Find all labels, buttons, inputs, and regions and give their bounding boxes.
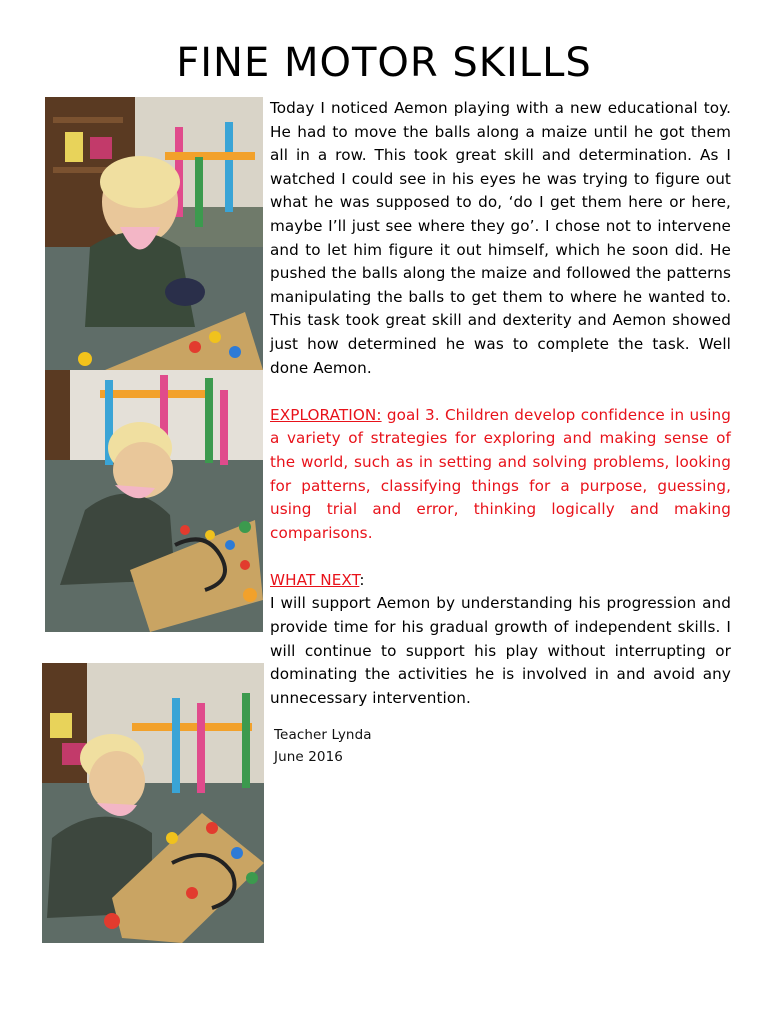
what-next-paragraph: I will support Aemon by understanding his progression and provide time for his gradual growth of independent skills. I will continue to support his play without interrupting or dominating the activities he is involved in and avoid any unnecessary intervention.: [270, 594, 731, 707]
signature-block: [270, 724, 731, 768]
teacher-name: Teacher Lynda: [274, 727, 372, 744]
exploration-text: goal 3. Children develop confidence in using a variety of strategies for exploring and making sense of the world, such as in setting and solving problems, looking for patterns, classifying things for a purpose, guessing, using trial and error, thinking logically and making comparisons.: [270, 405, 731, 542]
page-title: FINE MOTOR SKILLS: [176, 40, 592, 86]
signature-date: June 2016: [274, 749, 343, 766]
exploration-paragraph: [270, 404, 731, 546]
photo-child-playing-2: [45, 370, 263, 632]
exploration-heading: EXPLORATION:: [270, 405, 382, 424]
photo-child-playing-3: [42, 663, 264, 943]
text-column: [270, 97, 731, 768]
photo-child-playing-1: [45, 97, 263, 370]
what-next-heading-line: [270, 569, 731, 593]
what-next-heading: WHAT NEXT: [270, 570, 360, 589]
what-next-colon: :: [359, 570, 365, 589]
observation-paragraph: Today I noticed Aemon playing with a new educational toy. He had to move the balls along a maize until he got them all in a row. This took great skill and determination. As I watched I could see in his eyes he was trying to figure out what he was supposed to do, ‘do I get them here or here, maybe I’ll just see where they go’. I chose not to intervene and to let him figure it out himself, which he soon did. He pushed the balls along the maize and followed the patterns manipulating the balls to get them to where he wanted to. This task took great skill and dexterity and Aemon showed just how determined he was to complete the task. Well done Aemon.: [270, 99, 731, 377]
